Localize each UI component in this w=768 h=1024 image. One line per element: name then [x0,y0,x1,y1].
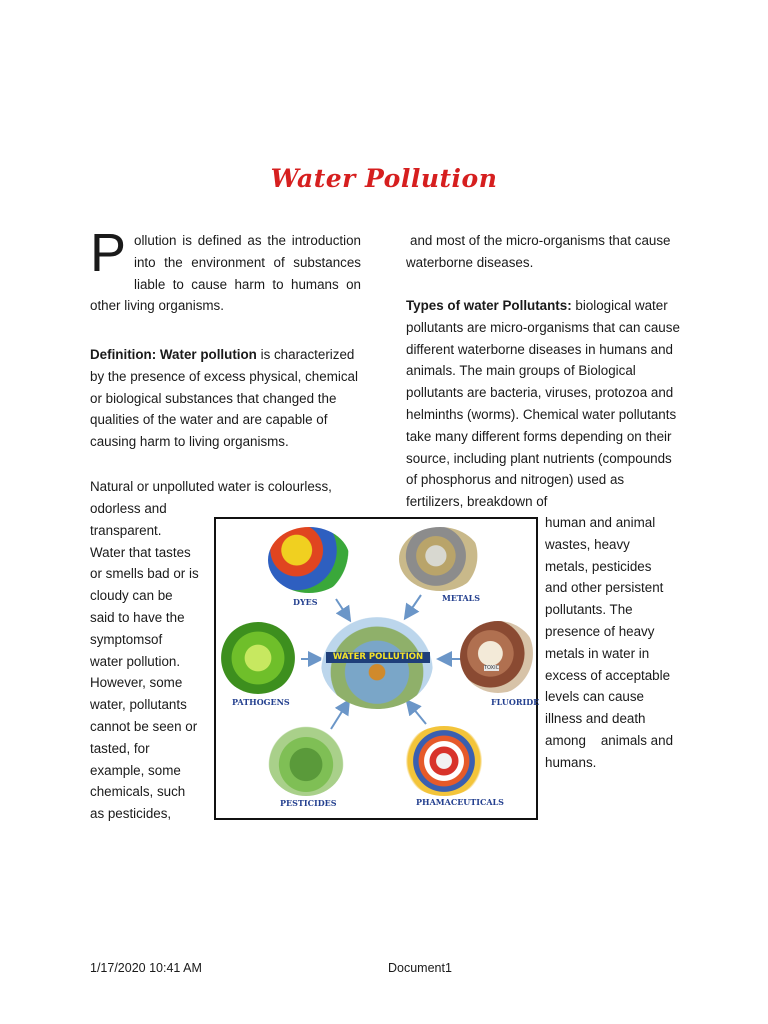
types-line: human and animal [545,515,656,530]
types-line: excess of acceptable [545,667,671,683]
pharmaceuticals-image [402,726,486,796]
types-line: illness and death [545,711,646,727]
drop-cap: P [90,223,127,283]
types-wrap [545,512,685,774]
toxic-tag: TOXIC [484,665,500,671]
intro-line: ollution is defined as the introduction [134,233,361,248]
natural-line: symptomsof [90,631,163,647]
fluoride-image [460,621,536,693]
intro-paragraph-wrap [134,230,361,295]
natural-line: chemicals, such [90,784,186,800]
intro-line: into the environment of substances [134,254,361,270]
natural-wrap [90,498,212,825]
types-text: biological water pollutants are micro-organisms that can cause different waterborne diseases in humans and animals. The main groups of Biological pollutants are bacteria, viruses, protozoa and helminths (worms). Chemical water pollutants take many different forms depending on their source, including plant nutrients (compounds of phosphorus and nitrogen) used as fertilizers, breakdown of [406,298,680,510]
natural-first-line: Natural or unpolluted water is colourless, [90,479,332,494]
arrow-pharmaceuticals [408,702,426,724]
types-line: metals, pesticides [545,558,652,574]
arrow-pesticides [331,702,348,729]
definition-paragraph [90,344,362,453]
footer-datetime: 1/17/2020 10:41 AM [90,961,202,975]
right-top-paragraph: and most of the micro-organisms that cause waterborne diseases. [406,233,671,270]
natural-line: or smells bad or is [90,566,199,582]
natural-line: as pesticides, [90,806,172,822]
types-line: among animals and [545,732,674,748]
intro-line: liable to cause harm to humans on [134,276,361,292]
types-paragraph [406,295,680,513]
natural-line: cloudy can be [90,588,173,604]
types-line: humans. [545,754,597,770]
natural-line: example, some [90,762,181,778]
dyes-label: DYES [293,597,318,607]
definition-text: is characterized by the presence of excess physical, chemical or biological substances that changed the qualities of the water and are capable of causing harm to living organisms. [90,347,358,450]
types-line: metals in water in [545,645,650,661]
fluoride-label: FLUORIDE [491,697,540,707]
pharmaceuticals-label: PHAMACEUTICALS [416,797,504,807]
metals-image [399,527,481,591]
types-line: levels can cause [545,689,644,705]
footer-document-name: Document1 [388,961,452,975]
page-title: Water Pollution [270,164,498,193]
natural-line: Water that tastes [90,544,191,560]
pesticides-image [268,726,344,796]
center-image [321,617,433,709]
types-line: and other persistent [545,580,664,596]
types-label: Types of water Pollutants: [406,298,572,313]
pathogens-label: PATHOGENS [232,697,290,707]
natural-line: However, some [90,675,183,691]
natural-line: cannot be seen or [90,718,198,734]
types-line: wastes, heavy [545,536,630,552]
natural-line: water pollution. [90,653,181,669]
arrow-dyes [336,599,349,619]
center-label: WATER POLLUTION [326,652,430,663]
natural-line: water, pollutants [90,697,187,713]
natural-line: odorless and [90,501,167,516]
water-pollution-figure [214,517,538,820]
metals-label: METALS [442,593,481,603]
dyes-image [268,527,350,593]
pesticides-label: PESTICIDES [280,798,337,808]
pathogens-image [220,622,296,694]
definition-label: Definition: Water pollution [90,347,257,362]
arrow-metals [406,595,421,617]
types-line: pollutants. The [545,602,633,618]
natural-line: said to have the [90,609,185,625]
intro-last-line: other living organisms. [90,298,224,313]
natural-line: transparent. [90,522,162,538]
types-line: presence of heavy [545,623,655,639]
natural-line: tasted, for [90,740,150,756]
